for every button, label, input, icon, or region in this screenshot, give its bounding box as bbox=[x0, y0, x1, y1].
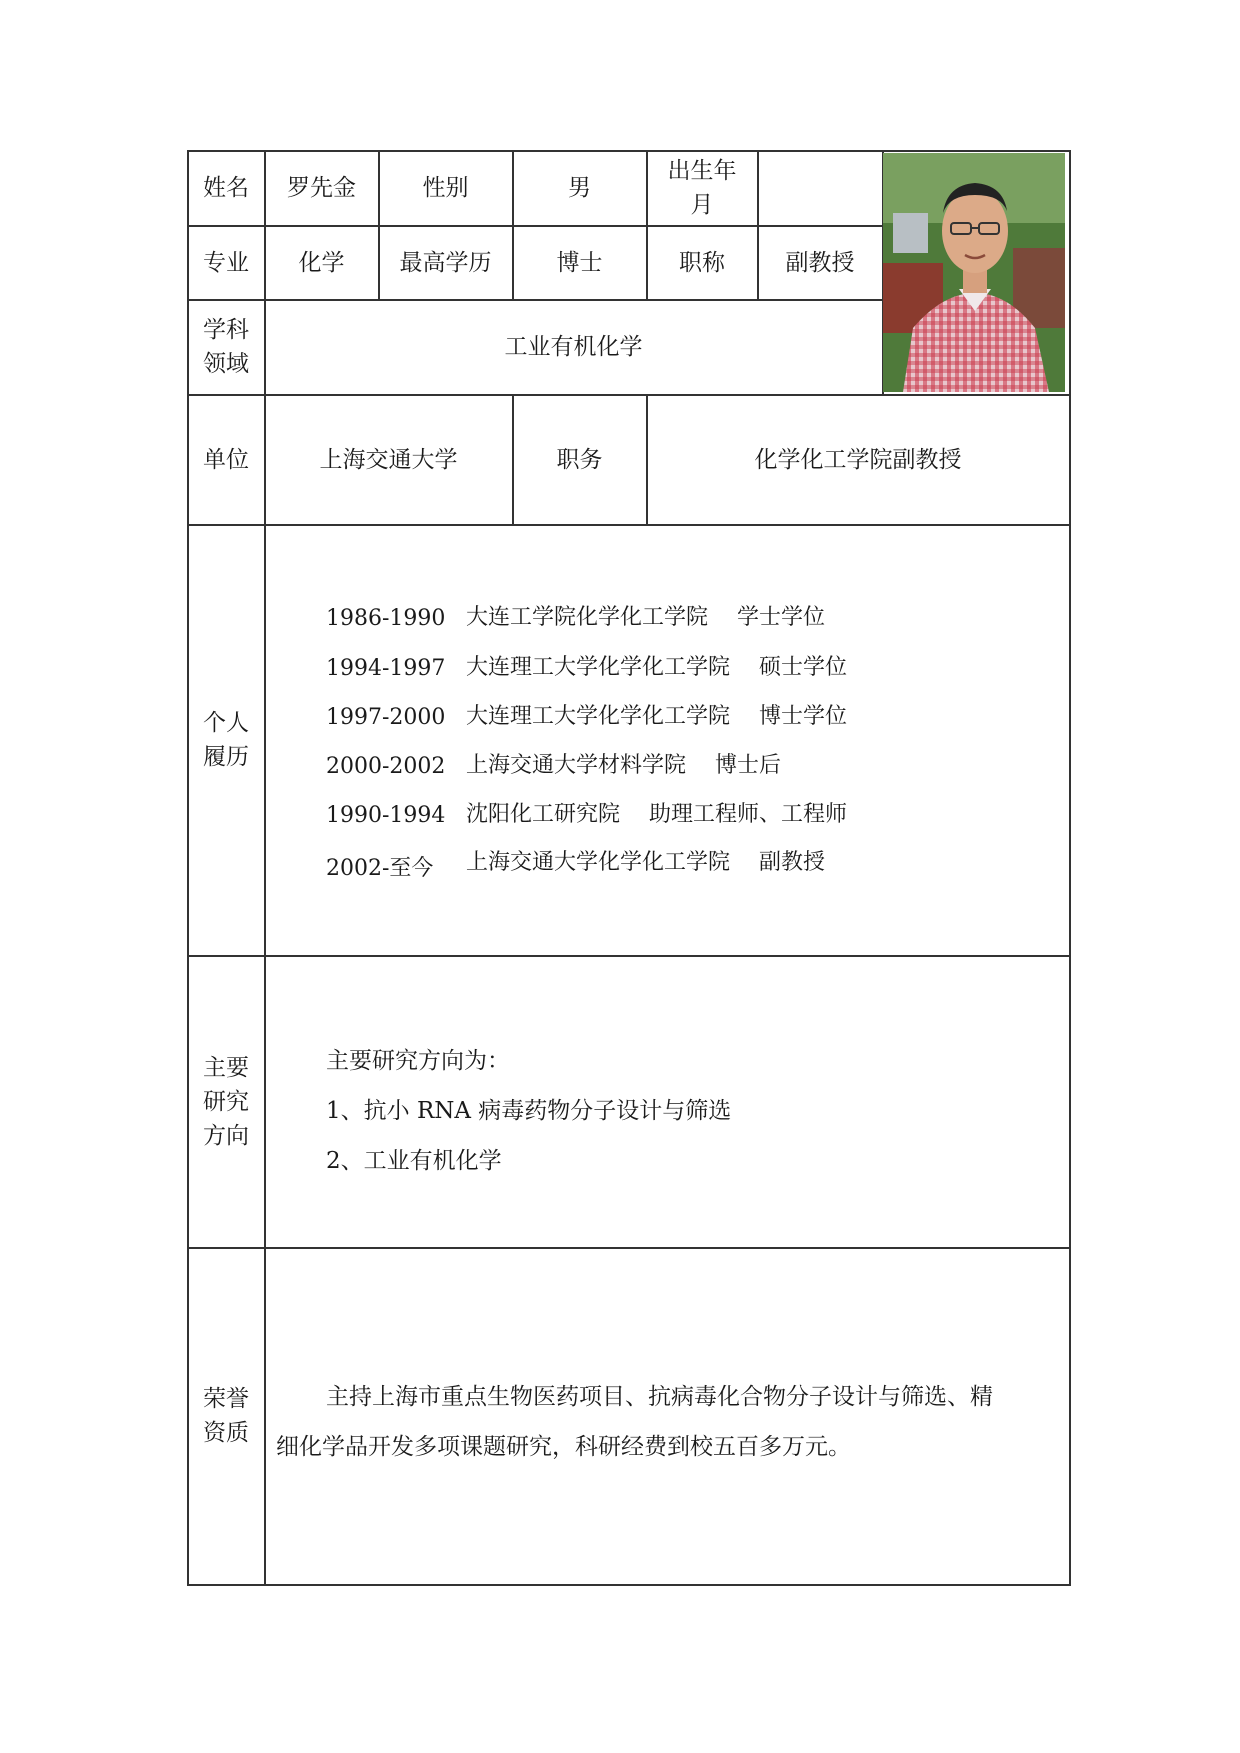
unit-label: 单位 bbox=[203, 446, 249, 473]
resume-label bbox=[188, 525, 264, 955]
birth-label bbox=[647, 151, 757, 225]
research-item: 2、工业有机化学 bbox=[326, 1148, 502, 1174]
resume-years: 1990-1994 bbox=[326, 803, 446, 828]
birth-value bbox=[758, 151, 882, 225]
honors-text-line2: 细化学品开发多项课题研究，科研经费到校五百多万元。 bbox=[276, 1434, 851, 1460]
portrait-photo bbox=[883, 153, 1065, 392]
field-label-line1: 学科 bbox=[203, 317, 249, 343]
grid-line bbox=[187, 955, 1071, 957]
grid-line bbox=[1069, 150, 1071, 1585]
honors-label-line2: 资质 bbox=[203, 1420, 249, 1446]
research-label-line2: 研究 bbox=[203, 1088, 249, 1115]
field-label bbox=[188, 300, 264, 394]
resume-text: 上海交通大学材料学院 博士后 bbox=[466, 753, 781, 778]
resume-years: 2000-2002 bbox=[326, 754, 446, 779]
title-value: 副教授 bbox=[785, 249, 855, 276]
resume-label-line1: 个人 bbox=[203, 710, 249, 736]
resume-label-line2: 履历 bbox=[203, 744, 249, 770]
honors-text-line1: 主持上海市重点生物医药项目、抗病毒化合物分子设计与筛选、精 bbox=[326, 1384, 993, 1410]
resume-text: 沈阳化工研究院 助理工程师、工程师 bbox=[466, 802, 847, 827]
name-value: 罗先金 bbox=[287, 175, 356, 201]
resume-text: 大连工学院化学化工学院 学士学位 bbox=[466, 605, 825, 630]
field-value: 工业有机化学 bbox=[504, 334, 643, 360]
honors-label-line1: 荣誉 bbox=[203, 1386, 249, 1412]
title-label: 职称 bbox=[679, 249, 725, 276]
field-label-line2: 领域 bbox=[203, 351, 249, 377]
resume-years: 1986-1990 bbox=[326, 606, 446, 631]
research-label-line3: 方向 bbox=[203, 1122, 249, 1149]
education-value: 博士 bbox=[556, 249, 603, 276]
research-intro: 主要研究方向为： bbox=[326, 1048, 510, 1074]
resume-years: 1994-1997 bbox=[326, 656, 446, 681]
research-label-line1: 主要 bbox=[203, 1054, 249, 1081]
position-label: 职务 bbox=[556, 446, 603, 473]
honors-label bbox=[188, 1248, 264, 1584]
grid-line bbox=[187, 524, 1071, 526]
major-label: 专业 bbox=[203, 249, 249, 276]
resume-text: 上海交通大学化学化工学院 副教授 bbox=[466, 850, 825, 875]
birth-label-line1: 出生年 bbox=[667, 158, 737, 184]
name-label: 姓名 bbox=[203, 175, 249, 201]
gender-label: 性别 bbox=[422, 175, 469, 201]
gender-value: 男 bbox=[568, 175, 591, 201]
research-label bbox=[188, 956, 264, 1247]
unit-value: 上海交通大学 bbox=[319, 446, 458, 473]
education-label: 最高学历 bbox=[399, 249, 492, 276]
birth-label-line2: 月 bbox=[690, 192, 714, 218]
grid-line bbox=[187, 1584, 1071, 1586]
position-value: 化学化工学院副教授 bbox=[754, 446, 962, 473]
portrait-icon bbox=[883, 153, 1065, 392]
grid-line bbox=[187, 1247, 1071, 1249]
resume-text: 大连理工大学化学化工学院 博士学位 bbox=[466, 704, 847, 729]
resume-years: 1997-2000 bbox=[326, 705, 446, 730]
resume-years: 2002-至今 bbox=[326, 856, 434, 881]
resume-text: 大连理工大学化学化工学院 硕士学位 bbox=[466, 655, 847, 680]
research-item: 1、抗小 RNA 病毒药物分子设计与筛选 bbox=[326, 1098, 732, 1124]
major-value: 化学 bbox=[298, 249, 345, 276]
